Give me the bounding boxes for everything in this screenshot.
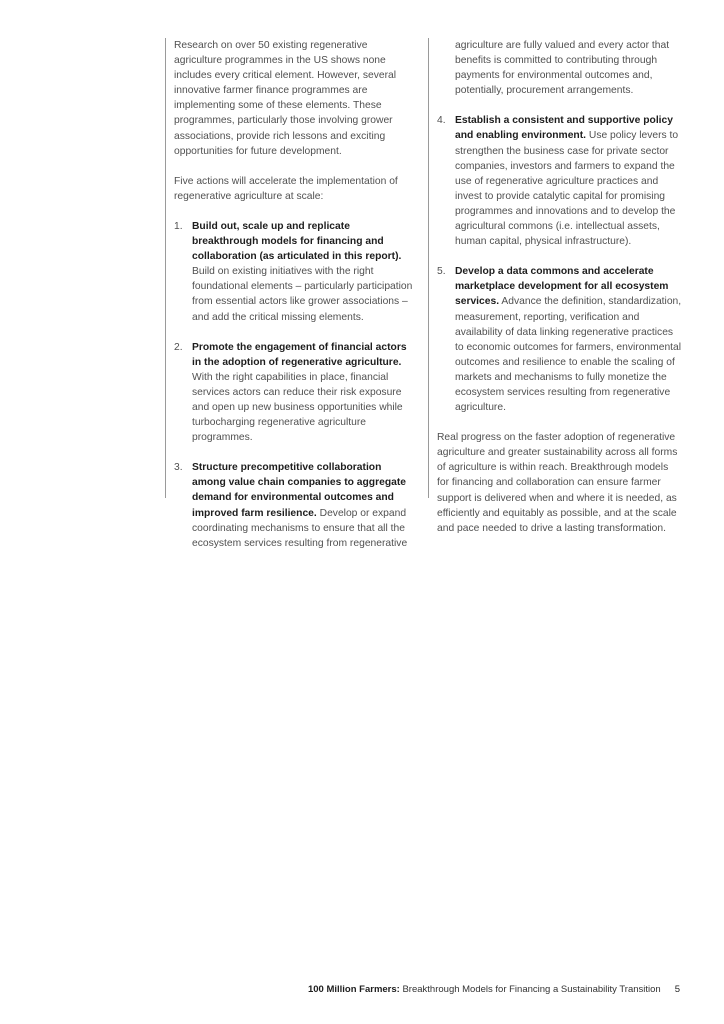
action-item-1	[174, 219, 415, 325]
action-body: Build on existing initiatives with the right foundational elements – particularly participation from essential actors like grower associations – and add the critical missing elements.	[192, 266, 413, 323]
conclusion-paragraph: Real progress on the faster adoption of regenerative agriculture and greater sustainability across all forms of agriculture is within reach. Breakthrough models for financing and collaboration can ensure farmer support is delivered when and where it is needed, as efficiently and equitably as possible, and at the scale and pace needed to drive a lasting transformation.	[437, 432, 678, 534]
continuation-paragraph: agriculture are fully valued and every actor that benefits is committed to contributing through payments for environmental outcomes and, potentially, procurement arrangements.	[455, 40, 670, 97]
page-footer	[308, 984, 680, 995]
action-item-2	[174, 340, 415, 446]
left-column	[165, 38, 415, 549]
action-lead: Promote the engagement of financial actors in the adoption of regenerative agriculture.	[192, 341, 407, 368]
action-lead: Develop a data commons and accelerate marketplace development for all ecosystem services.	[455, 266, 669, 308]
intro-paragraph: Research on over 50 existing regenerative agriculture programmes in the US shows none includes every critical element. However, several innovative farmer finance programmes are implementing some of these elements. These programmes, particularly those involving grower associations, provide rich lessons and exciting opportunities for future development.	[174, 40, 397, 157]
actions-list-right	[437, 113, 683, 415]
action-lead: Build out, scale up and replicate breakthrough models for financing and collaboration (as articulated in this report).	[192, 220, 402, 263]
action-number: 5.	[437, 266, 446, 278]
action-item-5	[437, 264, 683, 415]
action-body: Advance the definition, standardization, measurement, reporting, verification and availability of data linking regenerative practices to economic outcomes for farmers, environmental outcomes and resilience to enable the scaling of markets and mechanisms to fully monetize the ecosystem services resulting from regenerative agriculture.	[455, 296, 682, 414]
action-item-4	[437, 113, 683, 249]
action-lead: Establish a consistent and supportive policy and enabling environment.	[455, 115, 673, 142]
action-lead: Structure precompetitive collaboration among value chain companies to aggregate demand for environmental outcomes and improved farm resilience.	[192, 462, 407, 519]
actions-list-left	[174, 219, 415, 551]
action-body: With the right capabilities in place, financial services actors can reduce their risk exposure and open up new business opportunities while turbocharging regenerative agriculture programmes.	[192, 371, 403, 444]
action-number: 2.	[174, 341, 183, 353]
right-column	[428, 38, 683, 534]
action-number: 4.	[437, 115, 446, 127]
action-number: 3.	[174, 462, 183, 474]
action-number: 1.	[174, 220, 183, 232]
action-item-3	[174, 460, 415, 551]
page-number: 5	[674, 984, 680, 995]
action-body: Develop or expand coordinating mechanisms to ensure that all the ecosystem services resulting from regenerative	[192, 507, 408, 549]
action-body: Use policy levers to strengthen the business case for private sector companies, investors and farmers to expand the use of regenerative agriculture practices and invest to provide catalytic capital for promising programmes and innovations and to develop the agricultural commons (i.e. intellectual assets, human capital, physical infrastructure).	[455, 130, 679, 248]
footer-title-bold: 100 Million Farmers:	[307, 984, 400, 995]
footer-title-rest: Breakthrough Models for Financing a Sustainability Transition	[399, 984, 661, 995]
actions-intro-paragraph: Five actions will accelerate the implementation of regenerative agriculture at scale:	[174, 175, 398, 202]
